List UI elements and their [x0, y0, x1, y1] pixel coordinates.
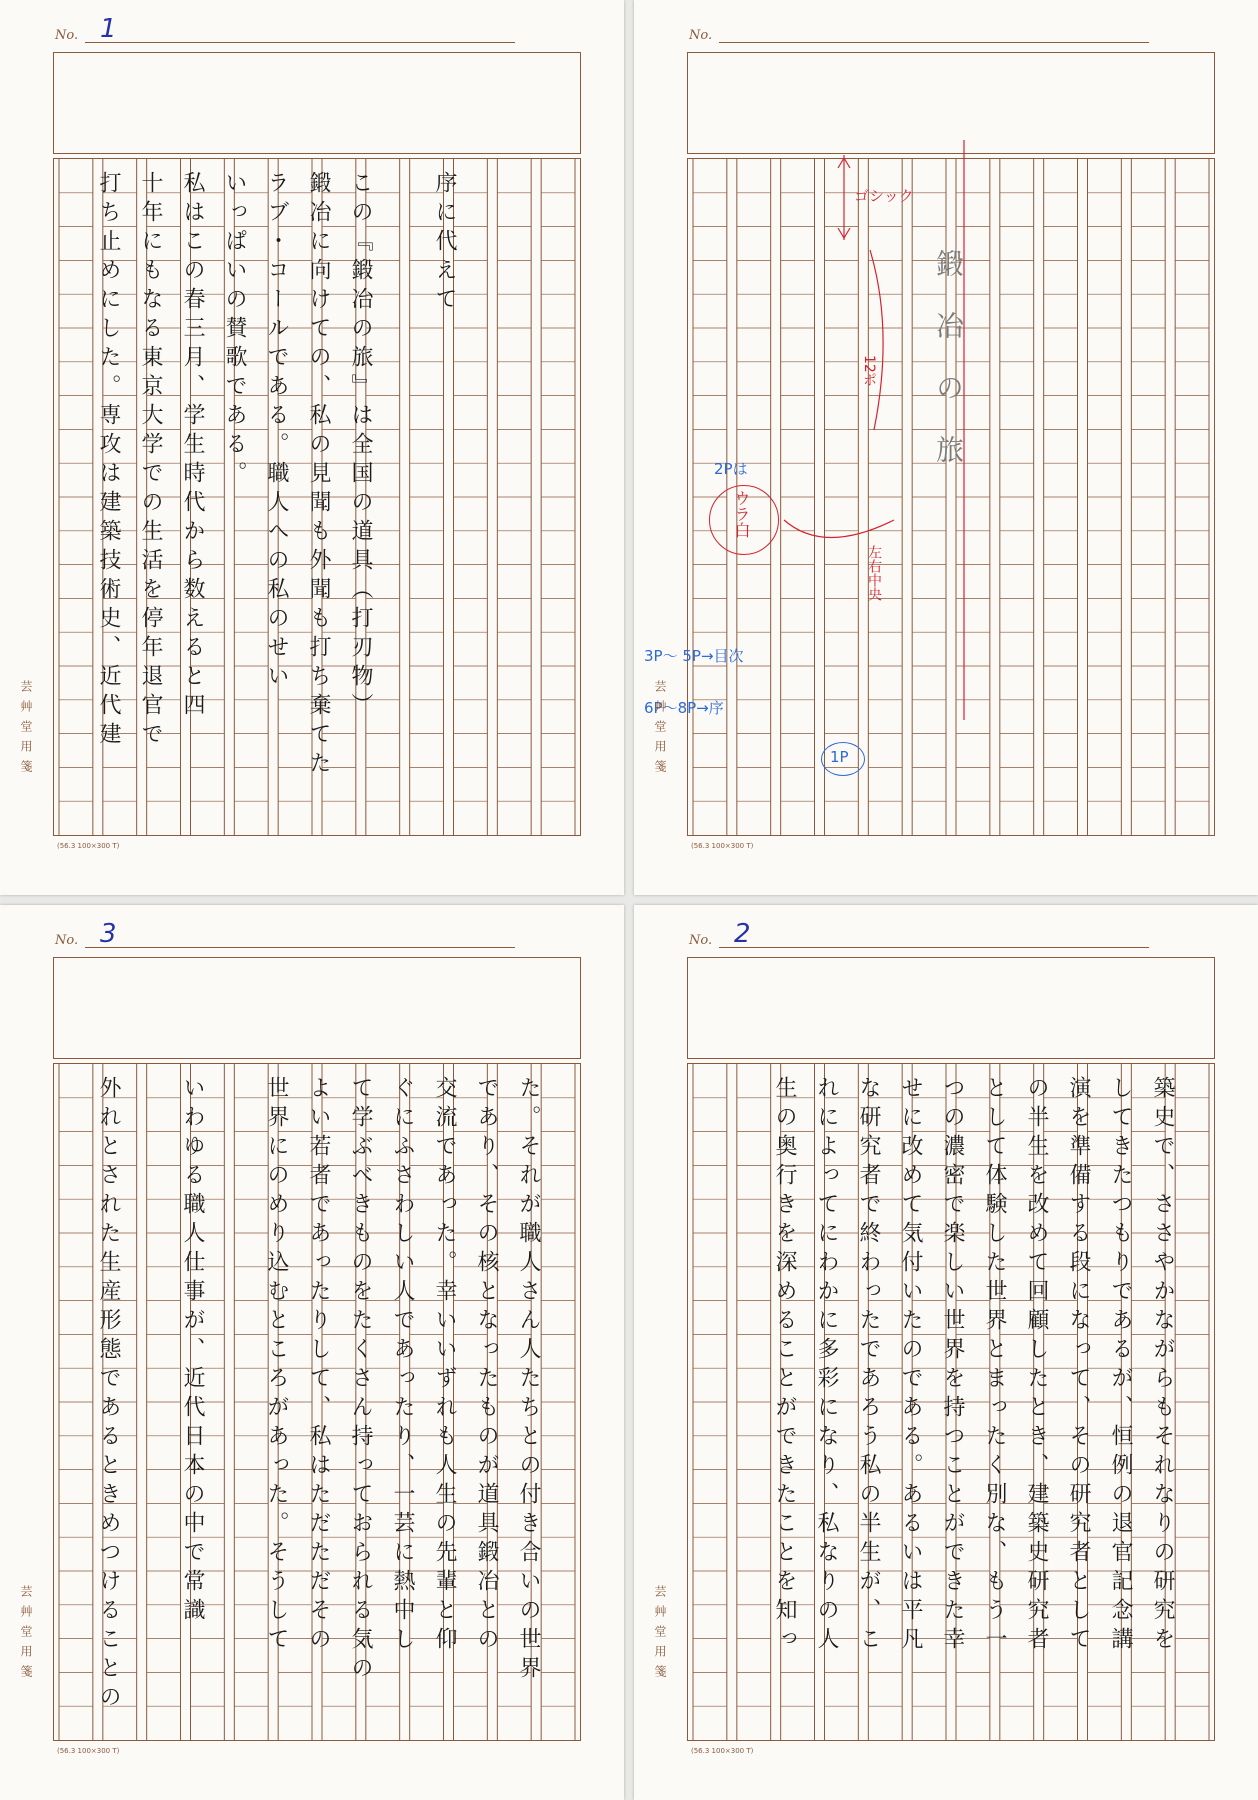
number-underline: [85, 42, 515, 43]
manuscript-column: として体験した世界とまったく別な、もう一: [982, 1076, 1007, 1656]
manuscript-sheet-title: [634, 0, 1258, 895]
manuscript-column: してきたつもりであるが、恒例の退官記念講: [1108, 1076, 1133, 1656]
blue-annotation-preface: 6P〜8P→序: [644, 699, 724, 717]
number-label: No.: [55, 28, 79, 43]
manuscript-column: この『鍛冶の旅』は全国の道具（打刃物）: [348, 171, 373, 722]
manuscript-sheet-page-3: [0, 905, 624, 1800]
handwritten-page-number: 1: [100, 14, 117, 44]
paper-brand: 芸艸堂用箋: [653, 1585, 667, 1685]
manuscript-column: ラブ・コールである。職人への私のせい: [264, 171, 289, 693]
manuscript-column: いっぱいの賛歌である。: [222, 171, 247, 490]
handwritten-page-number: 3: [100, 919, 117, 949]
manuscript-column: いわゆる職人仕事が、近代日本の中で常識: [180, 1076, 205, 1627]
manuscript-column: 交流であった。幸いいずれも人生の先輩と仰: [432, 1076, 457, 1656]
manuscript-sheet-page-1: [0, 0, 624, 895]
red-pencil-marks: [634, 0, 1258, 895]
manuscript-column: 築史で、ささやかながらもそれなりの研究を: [1150, 1076, 1175, 1656]
number-label: No.: [55, 933, 79, 948]
paper-size-note: (56.3 100×300 T): [691, 1747, 754, 1755]
blue-annotation-2p: 2Pは: [714, 460, 748, 478]
manuscript-column: よい若者であったりして、私はただただその: [306, 1076, 331, 1656]
manuscript-column: 生の奥行きを深めることができたことを知っ: [772, 1076, 797, 1656]
blue-annotation-page: 1P: [830, 748, 849, 766]
number-underline: [719, 947, 1149, 948]
manuscript-column: 演を準備する段になって、その研究者として: [1066, 1076, 1091, 1656]
paper-brand: 芸艸堂用箋: [19, 680, 33, 780]
manuscript-column: 十年にもなる東京大学での生活を停年退官で: [138, 171, 163, 751]
number-underline: [85, 947, 515, 948]
number-label: No.: [689, 933, 713, 948]
manuscript-column: た。それが職人さん人たちとの付き合いの世界: [516, 1076, 541, 1685]
title-text: 鍛冶の旅: [932, 249, 965, 497]
paper-brand: 芸艸堂用箋: [653, 680, 667, 780]
manuscript-column: な研究者で終わったであろう私の半生が、こ: [856, 1076, 881, 1656]
header-box: [687, 957, 1215, 1059]
red-annotation-blank-back: ウラ白: [732, 490, 751, 538]
paper-size-note: (56.3 100×300 T): [57, 1747, 120, 1755]
genkou-grid: [53, 1063, 581, 1741]
header-box: [53, 957, 581, 1059]
manuscript-column: つの濃密で楽しい世界を持つことができた幸: [940, 1076, 965, 1656]
manuscript-column: れによってにわかに多彩になり、私なりの人: [814, 1076, 839, 1656]
paper-size-note: (56.3 100×300 T): [691, 842, 754, 850]
manuscript-column: せに改めて気付いたのである。あるいは平凡: [898, 1076, 923, 1656]
manuscript-sheet-page-2: [634, 905, 1258, 1800]
manuscript-column: 私はこの春三月、学生時代から数えると四: [180, 171, 205, 722]
manuscript-column: の半生を改めて回顧したとき、建築史研究者: [1024, 1076, 1049, 1656]
manuscript-column: 打ち止めにした。専攻は建築技術史、近代建: [96, 171, 121, 751]
manuscript-column: ぐにふさわしい人であったり、一芸に熱中し: [390, 1076, 415, 1656]
paper-size-note: (56.3 100×300 T): [57, 842, 120, 850]
manuscript-column: て学ぶべきものをたくさん持っておられる気の: [348, 1076, 373, 1685]
manuscript-column: であり、その核となったものが道具鍛冶との: [474, 1076, 499, 1656]
paper-brand: 芸艸堂用箋: [19, 1585, 33, 1685]
manuscript-column: 鍛冶に向けての、私の見聞も外聞も打ち棄てた: [306, 171, 331, 780]
red-annotation-size: 12ポ: [861, 355, 877, 387]
number-label: No.: [689, 28, 713, 43]
manuscript-column: 外れとされた生産形態であるときめつけることの: [96, 1076, 121, 1714]
manuscript-column: 世界にのめり込むところがあった。そうして: [264, 1076, 289, 1656]
genkou-grid: [687, 1063, 1215, 1741]
header-box: [53, 52, 581, 154]
genkou-grid: [53, 158, 581, 836]
red-annotation-font: ゴシック: [854, 187, 914, 205]
handwritten-page-number: 2: [734, 919, 751, 949]
manuscript-column: 序に代えて: [432, 171, 457, 316]
blue-annotation-contents: 3P〜 5P→目次: [644, 647, 744, 665]
red-annotation-center: 左右中央: [866, 545, 882, 601]
